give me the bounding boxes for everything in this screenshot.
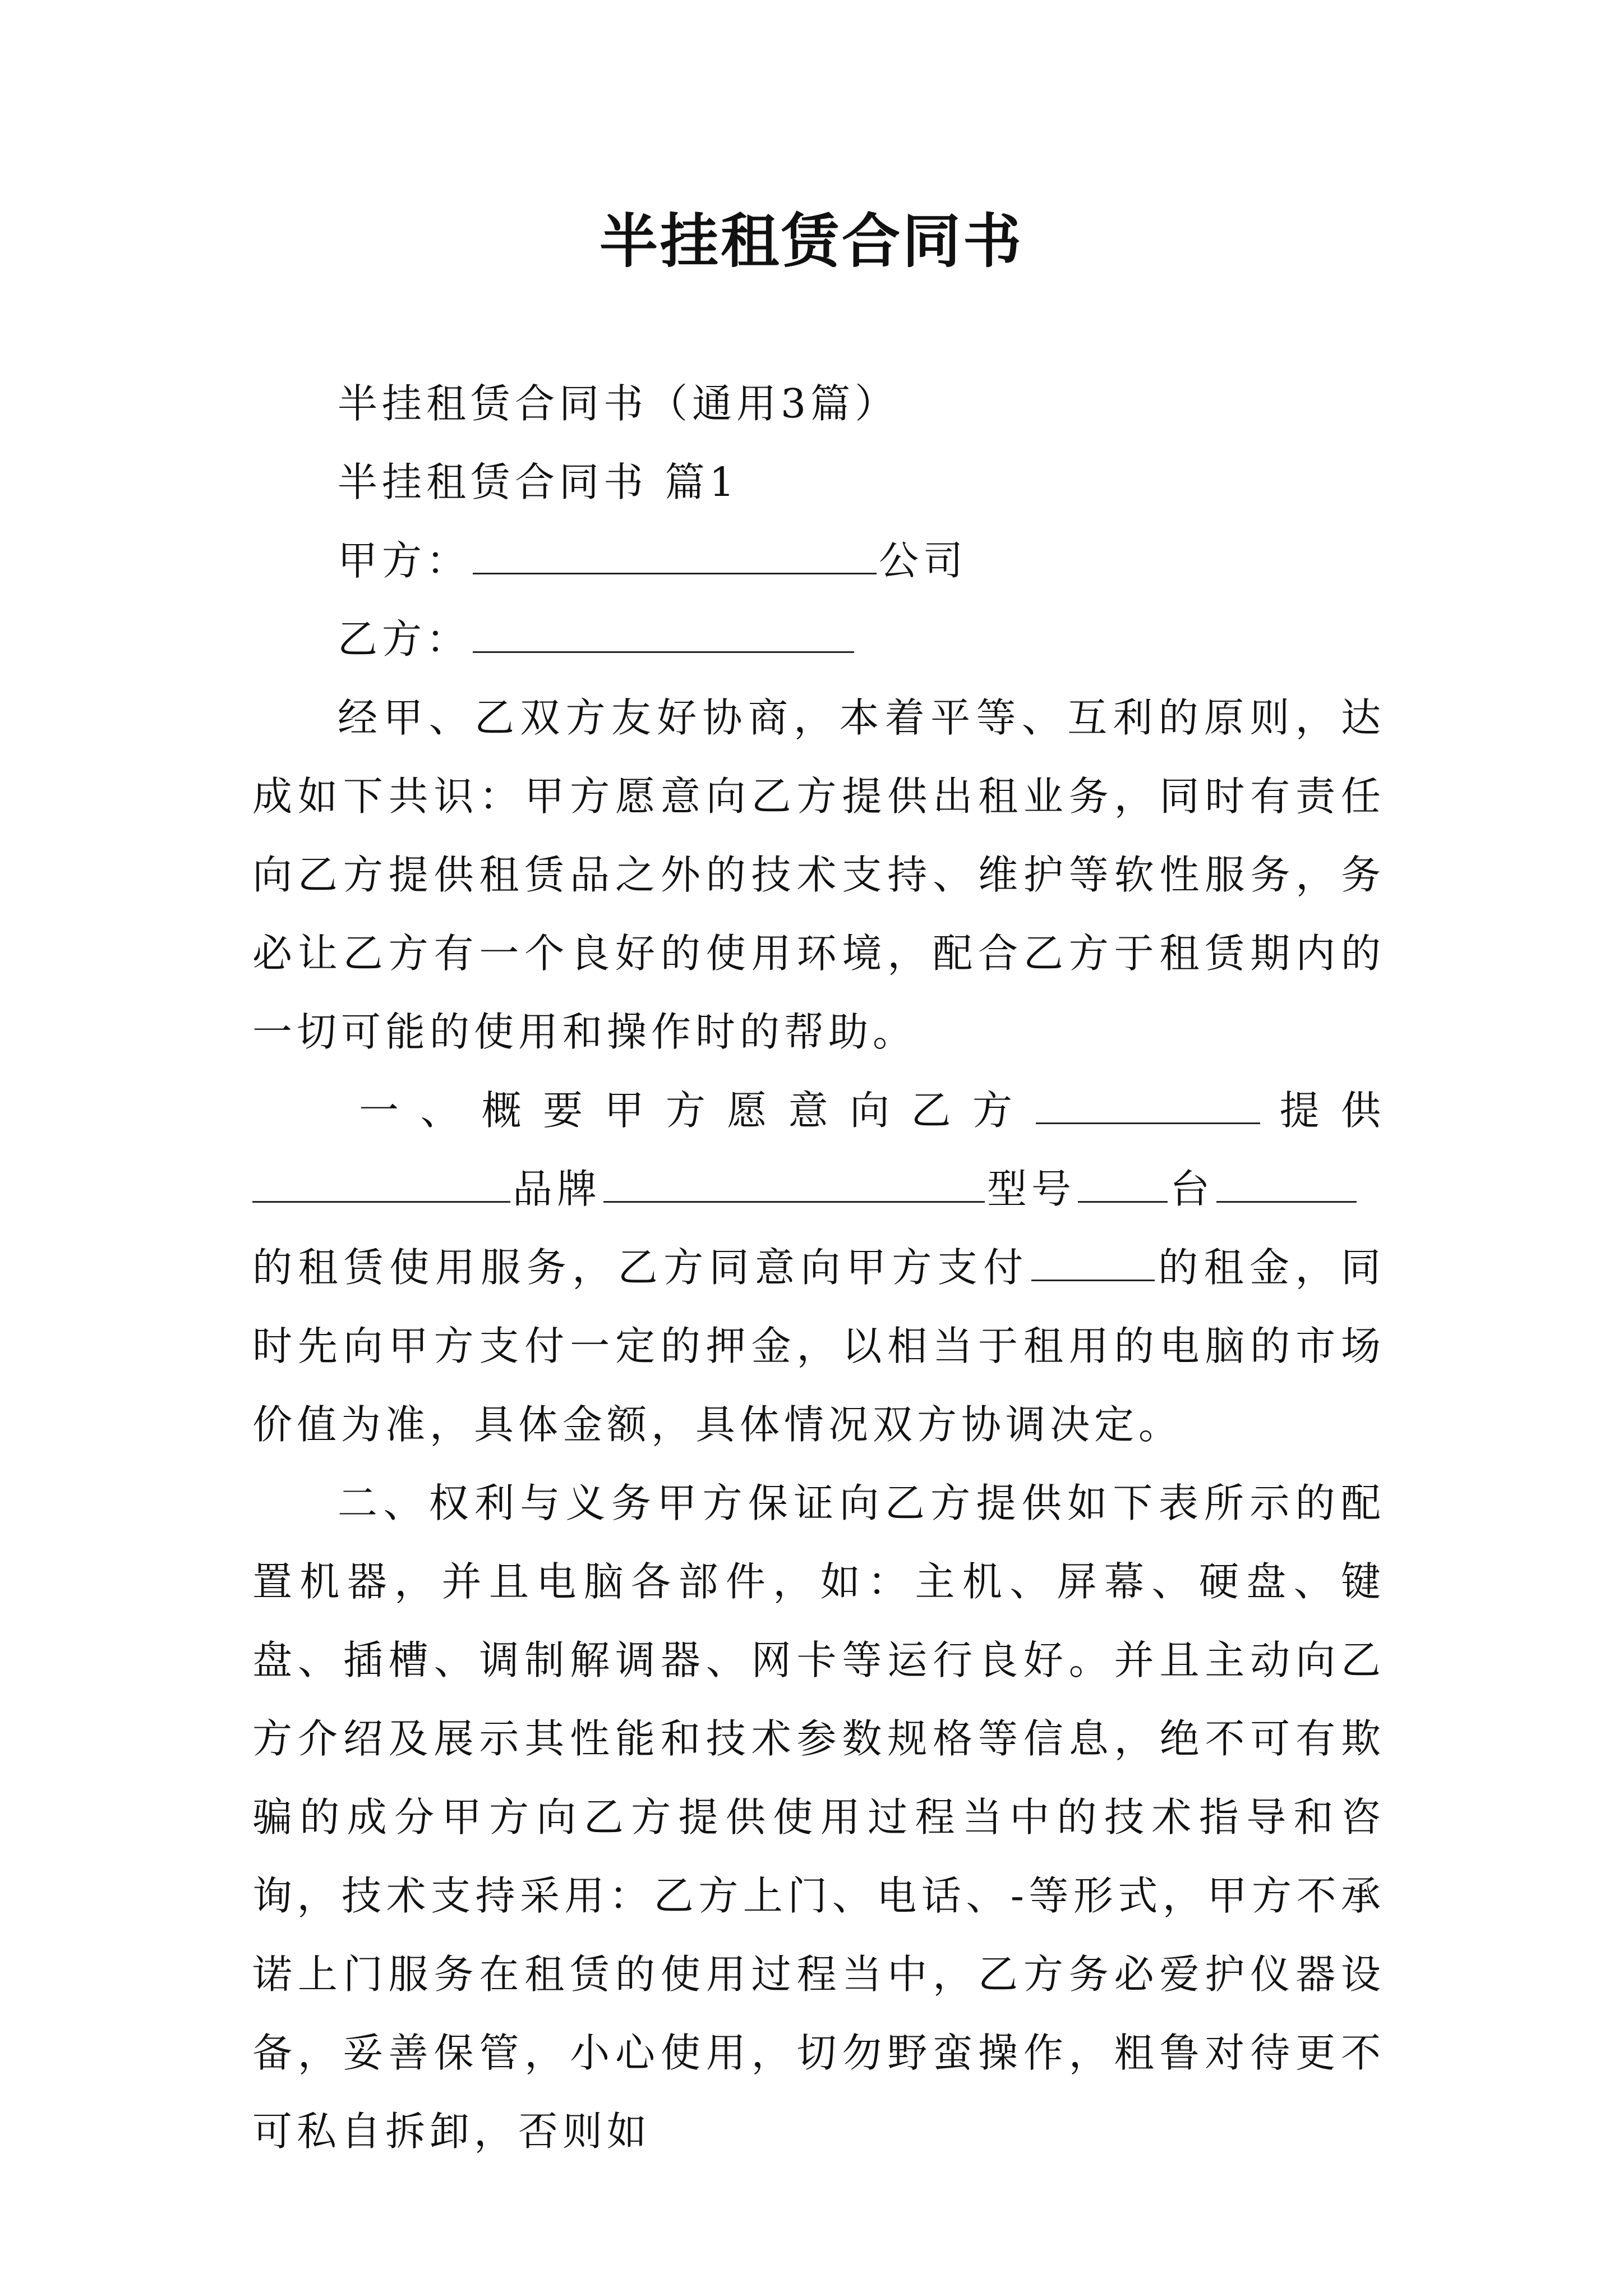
clause1-model: 型号 (987, 1166, 1076, 1212)
document-body (252, 365, 1385, 2171)
party-b-line (252, 600, 1385, 679)
clause1-provider-blank (1036, 1091, 1260, 1124)
clause2-paragraph: 二、权利与义务甲方保证向乙方提供如下表所示的配置机器，并且电脑各部件，如：主机、屏幕、硬盘、键盘、插槽、调制解调器、网卡等运行良好。并且主动向乙方介绍及展示其性能和技术参数规格等信息，绝不可有欺骗的成分甲方向乙方提供使用过程当中的技术指导和咨询，技术支持采用：乙方上门、电话、-等形式，甲方不承诺上门服务在租赁的使用过程当中，乙方务必爱护仪器设备，妥善保管，小心使用，切勿野蛮操作，粗鲁对待更不可私自拆卸，否则如 (252, 1480, 1385, 2155)
party-b-blank (473, 620, 854, 653)
clause1-rest (252, 1228, 1385, 1464)
clause1-brand-blank (603, 1170, 985, 1203)
clause1-model-blank (1078, 1170, 1168, 1203)
intro-paragraph: 经甲、乙双方友好协商，本着平等、互利的原则，达成如下共识：甲方愿意向乙方提供出租业务，同时有责任向乙方提供租赁品之外的技术支持、维护等软性服务，务必让乙方有一个良好的使用环境，配合乙方于租赁期内的一切可能的使用和操作时的帮助。 (252, 694, 1385, 1055)
party-a-blank (473, 541, 877, 574)
clause1-blank-1 (252, 1170, 510, 1203)
document-subtitle: 半挂租赁合同书（通用3篇） (338, 380, 900, 427)
clause1-rest-a: 的租赁使用服务，乙方同意向甲方支付 (252, 1244, 1029, 1291)
clause1-first-line (252, 1071, 1385, 1150)
clause1-rest-b: 的租金，同时先向甲方支付一定的押金，以相当于租用的电脑的市场价值为准，具体金额，具体情况双方协调决定。 (252, 1244, 1385, 1448)
party-a-suffix: 公司 (879, 537, 968, 584)
clause1-rent-blank (1031, 1248, 1155, 1281)
document-title: 半挂租赁合同书 (599, 206, 1023, 275)
clause1-provide: 提供 (1262, 1087, 1385, 1134)
clause1-units: 台 (1170, 1166, 1215, 1212)
section-heading: 半挂租赁合同书 篇1 (338, 459, 739, 505)
clause1-units-blank (1216, 1170, 1357, 1203)
party-a-label: 甲方： (338, 537, 471, 584)
clause1-lead: 一、概要甲方愿意向乙方 (359, 1087, 1034, 1134)
party-a-line (252, 522, 1385, 600)
party-b-label: 乙方： (338, 616, 471, 662)
clause1-brand: 品牌 (513, 1166, 602, 1212)
clause1-second-line (252, 1150, 1385, 1228)
